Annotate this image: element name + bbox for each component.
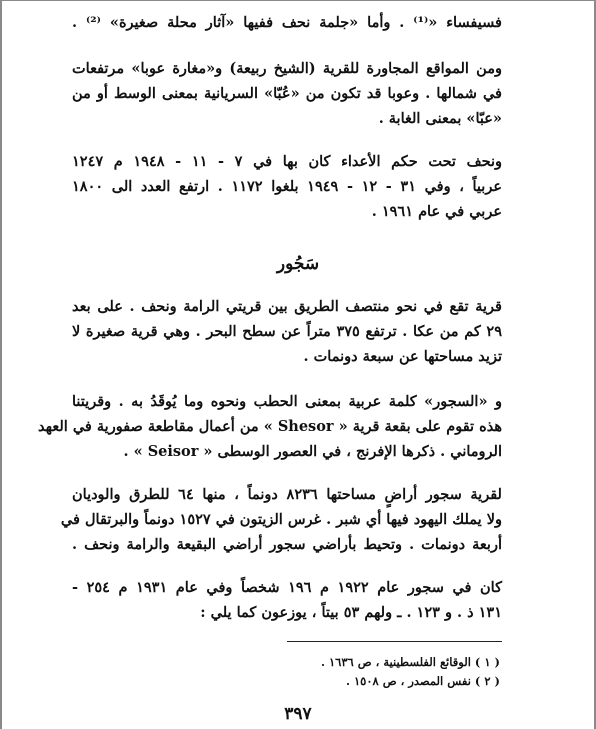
footnote: ( ١ ) الوقائع الفلسطينية ، ص ١٦٣٦ .	[320, 655, 500, 669]
text-line: ولا يملك اليهود فيها أي شبر . غرس الزيتون في ١٥٢٧ دونماً والبرتقال في	[60, 511, 502, 528]
text-line: الروماني . ذكرها الإفرنج ، في العصور الوسطى « Seisor » .	[123, 443, 502, 460]
text-line: ١٣١ ذ . و ١٢٣ . ـ ولهم ٥٣ بيتاً ، يوزعون كما يلي :	[200, 604, 502, 621]
text-line: كان في سجور عام ١٩٢٢ م ١٩٦ شخصاً وفي عام ١٩٣١ م ٢٥٤ -	[72, 579, 502, 596]
footnote: ( ٢ ) نفس المصدر ، ص ١٥٠٨ .	[345, 674, 500, 688]
text-line: عربي في عام ١٩٦١ .	[371, 203, 502, 220]
text-line: و «السجور» كلمة عربية بمعنى الحطب ونحوه وما يُوقَدُ به . وقريتنا	[72, 393, 502, 410]
page-number: ٣٩٧	[284, 704, 312, 724]
text-line: ونحف تحت حكم الأعداء كان بها في ٧ - ١١ - ١٩٤٨ م ١٢٤٧	[72, 153, 502, 170]
text-line: فسيفساء «⁽¹⁾ . وأما «جلمة نحف ففيها «آثار محلة صغيرة» ⁽²⁾ .	[72, 14, 502, 31]
text-line: ٢٩ كم من عكا . ترتفع ٣٧٥ متراً عن سطح البحر . وهي قرية صغيرة لا	[72, 323, 502, 340]
text-line: قرية تقع في نحو منتصف الطريق بين قريتي الرامة ونحف . على بعد	[72, 298, 502, 315]
text-line: عربياً ، وفي ٣١ - ١٢ - ١٩٤٩ بلغوا ١١٧٢ . ارتفع العدد الى ١٨٠٠	[72, 178, 503, 195]
text-line: أربعة دونمات . وتحيط بأراضي سجور أراضي البقيعة والرامة ونحف .	[72, 536, 502, 553]
section-heading: سَجُور	[276, 254, 320, 274]
text-line: في شمالها . وعوبا قد تكون من «عُبّا» السريانية بمعنى الوسط أو من	[72, 85, 502, 102]
text-line: ومن المواقع المجاورة للقرية (الشيخ ربيعة) و«مغارة عوبا» مرتفعات	[72, 60, 502, 77]
text-line: تزيد مساحتها عن سبعة دونمات .	[303, 348, 502, 365]
text-line: هذه تقوم على بقعة قرية « Shesor » من أعمال مقاطعة صفورية في العهد	[38, 418, 502, 435]
text-line: لقرية سجور أراضٍ مساحتها ٨٢٣٦ دونماً ، منها ٦٤ للطرق والوديان	[72, 486, 502, 503]
text-line: «عبّا» بمعنى الغابة .	[378, 110, 502, 127]
footnote-divider	[287, 641, 502, 642]
